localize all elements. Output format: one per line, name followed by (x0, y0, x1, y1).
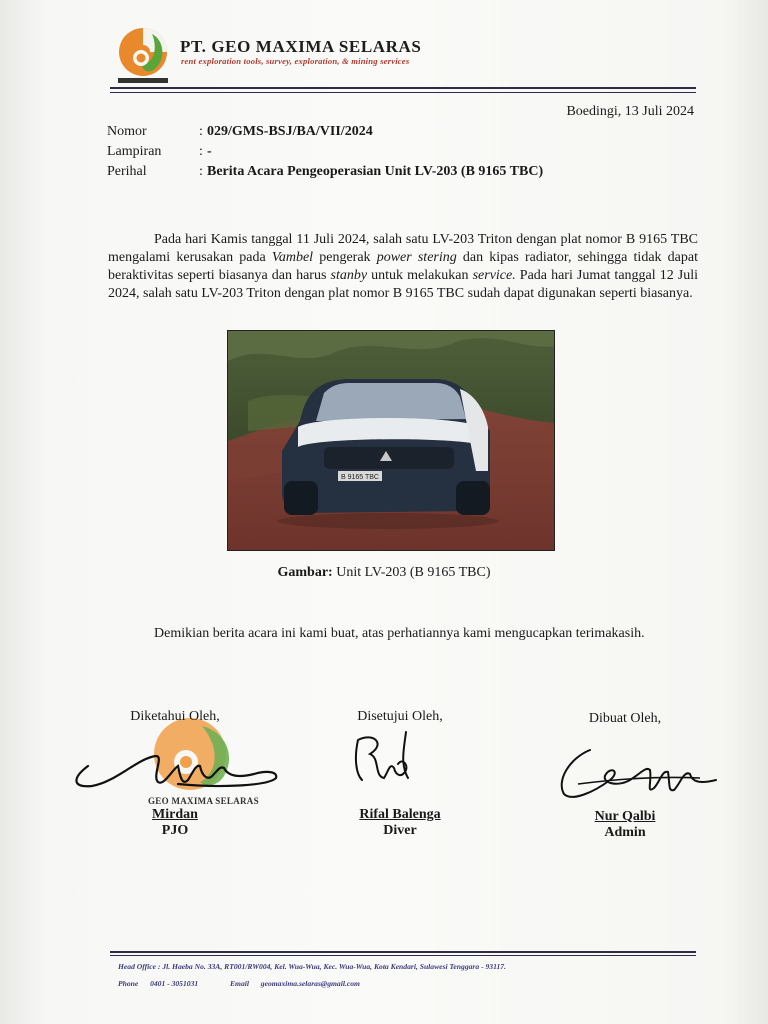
header-divider-thin (110, 92, 696, 93)
signature-block-approved (330, 709, 470, 725)
vehicle-photo (227, 330, 555, 551)
footer-divider (110, 951, 696, 953)
body-text-1: Pada hari Kamis tanggal 11 Juli 2024, salah satu LV-203 Triton dengan plat nomor B 9165 TBC mengalami kerusakan pada (108, 232, 698, 265)
letter-date: Boedingi, 13 Juli 2024 (566, 104, 694, 119)
closing-text: Demikian berita acara ini kami buat, atas perhatiannya kami mengucapkan terimakasih. (154, 626, 645, 641)
body-text-vambel: Vambel (271, 250, 314, 265)
company-logo (112, 22, 174, 86)
license-plate: B 9165 TBC (340, 474, 380, 481)
signature-role: Disetujui Oleh, (357, 709, 443, 724)
signature-role: Diketahui Oleh, (130, 709, 220, 724)
meta-value: - (207, 144, 212, 159)
meta-value: Berita Acara Pengeoperasian Unit LV-203 (B 9165 TBC) (207, 164, 544, 179)
body-text-5: Pada hari Jumat tanggal 12 Juli 2024, salah satu LV-203 Triton dengan plat nomor B 9165 TBC sudah dapat digunakan seperti biasanya. (108, 268, 698, 301)
signatory-name: Rifal Balenga (359, 807, 441, 822)
body-text-stanby: stanby (330, 268, 368, 283)
signature-name-block-approved (330, 807, 470, 839)
signatory-position: PJO (161, 823, 189, 838)
body-text-4: untuk melakukan (367, 268, 473, 283)
meta-colon: : (199, 124, 203, 139)
footer-email-label: Email (229, 979, 249, 988)
stamp-text: GEO MAXIMA SELARAS (148, 796, 259, 806)
closing-paragraph (108, 624, 698, 644)
meta-label: Lampiran (107, 144, 162, 159)
meta-colon: : (199, 164, 203, 179)
body-text-3: dan kipas radiator, sehingga tidak dapat beraktivitas seperti biasanya dan harus (108, 250, 698, 283)
letter-meta (107, 122, 543, 182)
meta-value: 029/GMS-BSJ/BA/VII/2024 (207, 124, 373, 139)
meta-perihal (107, 162, 543, 182)
body-paragraph (108, 231, 698, 303)
footer-email: geomaxima.selaras@gmail.com (260, 979, 360, 988)
meta-nomor (107, 122, 543, 142)
signatory-position: Diver (383, 823, 417, 838)
meta-label: Perihal (107, 164, 147, 179)
signature-block-made (560, 711, 690, 727)
body-text-2: pengerak (313, 250, 377, 265)
signature-block-known (110, 709, 240, 725)
footer-divider-thin (110, 955, 696, 956)
signature-role: Dibuat Oleh, (588, 711, 662, 726)
caption-label: Gambar: (277, 565, 333, 580)
company-tagline: rent exploration tools, survey, exploration, & mining services (181, 56, 410, 66)
company-name: PT. GEO MAXIMA SELARAS (180, 37, 422, 56)
footer-phone: 0401 - 3051031 (150, 979, 199, 988)
header-divider (110, 87, 696, 89)
photo-caption (0, 565, 768, 581)
signature-name-block-made (560, 809, 690, 841)
signature-mirdan (68, 736, 283, 796)
meta-lampiran (107, 142, 543, 162)
signatory-position: Admin (604, 825, 646, 840)
signature-rifal (344, 728, 424, 792)
signature-nur-qalbi (550, 740, 720, 806)
footer-phone-label: Phone (118, 979, 139, 988)
signatory-name: Mirdan (152, 807, 198, 822)
footer-contact (118, 979, 360, 988)
caption-text: Unit LV-203 (B 9165 TBC) (332, 565, 491, 580)
body-text-power: power stering (376, 250, 457, 265)
signature-name-block-known (110, 807, 240, 839)
signatory-name: Nur Qalbi (594, 809, 656, 824)
meta-colon: : (199, 144, 203, 159)
footer-address: Head Office : Jl. Haeba No. 33A, RT001/RW004, Kel. Wua-Wua, Kec. Wua-Wua, Kota Kendari, Sulawesi Tenggara - 93117. (118, 962, 506, 971)
meta-label: Nomor (107, 124, 147, 139)
body-text-service: service. (472, 268, 516, 283)
